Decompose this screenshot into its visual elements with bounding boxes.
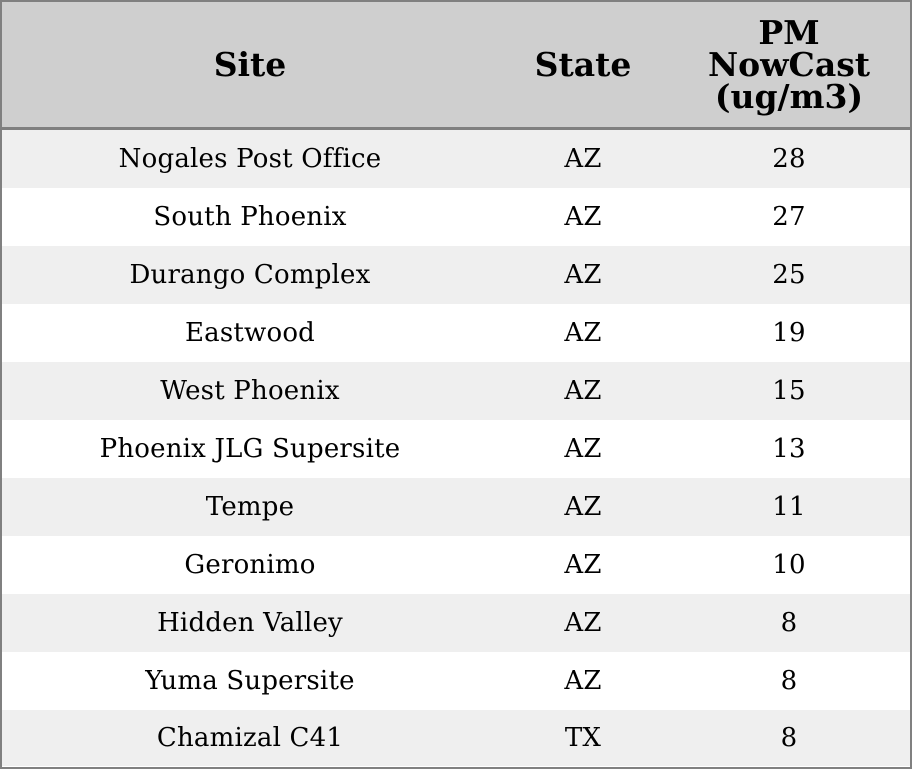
- cell-site: Tempe: [2, 478, 498, 536]
- cell-state: AZ: [498, 246, 668, 304]
- cell-state: AZ: [498, 304, 668, 362]
- cell-state: AZ: [498, 129, 668, 189]
- cell-pm: 13: [668, 420, 910, 478]
- cell-site: Nogales Post Office: [2, 129, 498, 189]
- cell-pm: 28: [668, 129, 910, 189]
- header-site: [2, 2, 498, 129]
- header-pm-line-1: PM: [758, 12, 820, 52]
- cell-pm: 15: [668, 362, 910, 420]
- header-state-text: State: [534, 44, 632, 84]
- cell-site: Phoenix JLG Supersite: [2, 420, 498, 478]
- cell-site: West Phoenix: [2, 362, 498, 420]
- table-row: [2, 652, 910, 710]
- cell-state: AZ: [498, 536, 668, 594]
- table-row: [2, 710, 910, 766]
- cell-pm: 27: [668, 188, 910, 246]
- cell-pm: 19: [668, 304, 910, 362]
- header-pm-line-2: NowCast: [707, 44, 871, 84]
- cell-pm: 8: [668, 710, 910, 766]
- cell-site: Durango Complex: [2, 246, 498, 304]
- header-pm-line-3: (ug/m3): [714, 76, 864, 116]
- table-row: [2, 188, 910, 246]
- header-pm-nowcast: [668, 2, 910, 129]
- table-header: [2, 2, 910, 129]
- pm-nowcast-table: [2, 2, 910, 766]
- table-row: [2, 246, 910, 304]
- cell-state: AZ: [498, 594, 668, 652]
- cell-state: AZ: [498, 478, 668, 536]
- table-row: [2, 594, 910, 652]
- cell-state: AZ: [498, 362, 668, 420]
- table-row: [2, 304, 910, 362]
- table-row: [2, 478, 910, 536]
- header-state: [498, 2, 668, 129]
- header-row: [2, 2, 910, 129]
- cell-site: Hidden Valley: [2, 594, 498, 652]
- cell-pm: 10: [668, 536, 910, 594]
- table-body: [2, 129, 910, 767]
- cell-site: South Phoenix: [2, 188, 498, 246]
- cell-state: AZ: [498, 188, 668, 246]
- table-row: [2, 420, 910, 478]
- cell-state: AZ: [498, 652, 668, 710]
- cell-site: Yuma Supersite: [2, 652, 498, 710]
- table-row: [2, 362, 910, 420]
- table-row: [2, 536, 910, 594]
- cell-site: Eastwood: [2, 304, 498, 362]
- cell-state: TX: [498, 710, 668, 766]
- table-row: [2, 129, 910, 189]
- cell-pm: 8: [668, 652, 910, 710]
- cell-pm: 25: [668, 246, 910, 304]
- cell-pm: 8: [668, 594, 910, 652]
- cell-site: Geronimo: [2, 536, 498, 594]
- cell-pm: 11: [668, 478, 910, 536]
- cell-site: Chamizal C41: [2, 710, 498, 766]
- cell-state: AZ: [498, 420, 668, 478]
- header-site-text: Site: [213, 44, 287, 84]
